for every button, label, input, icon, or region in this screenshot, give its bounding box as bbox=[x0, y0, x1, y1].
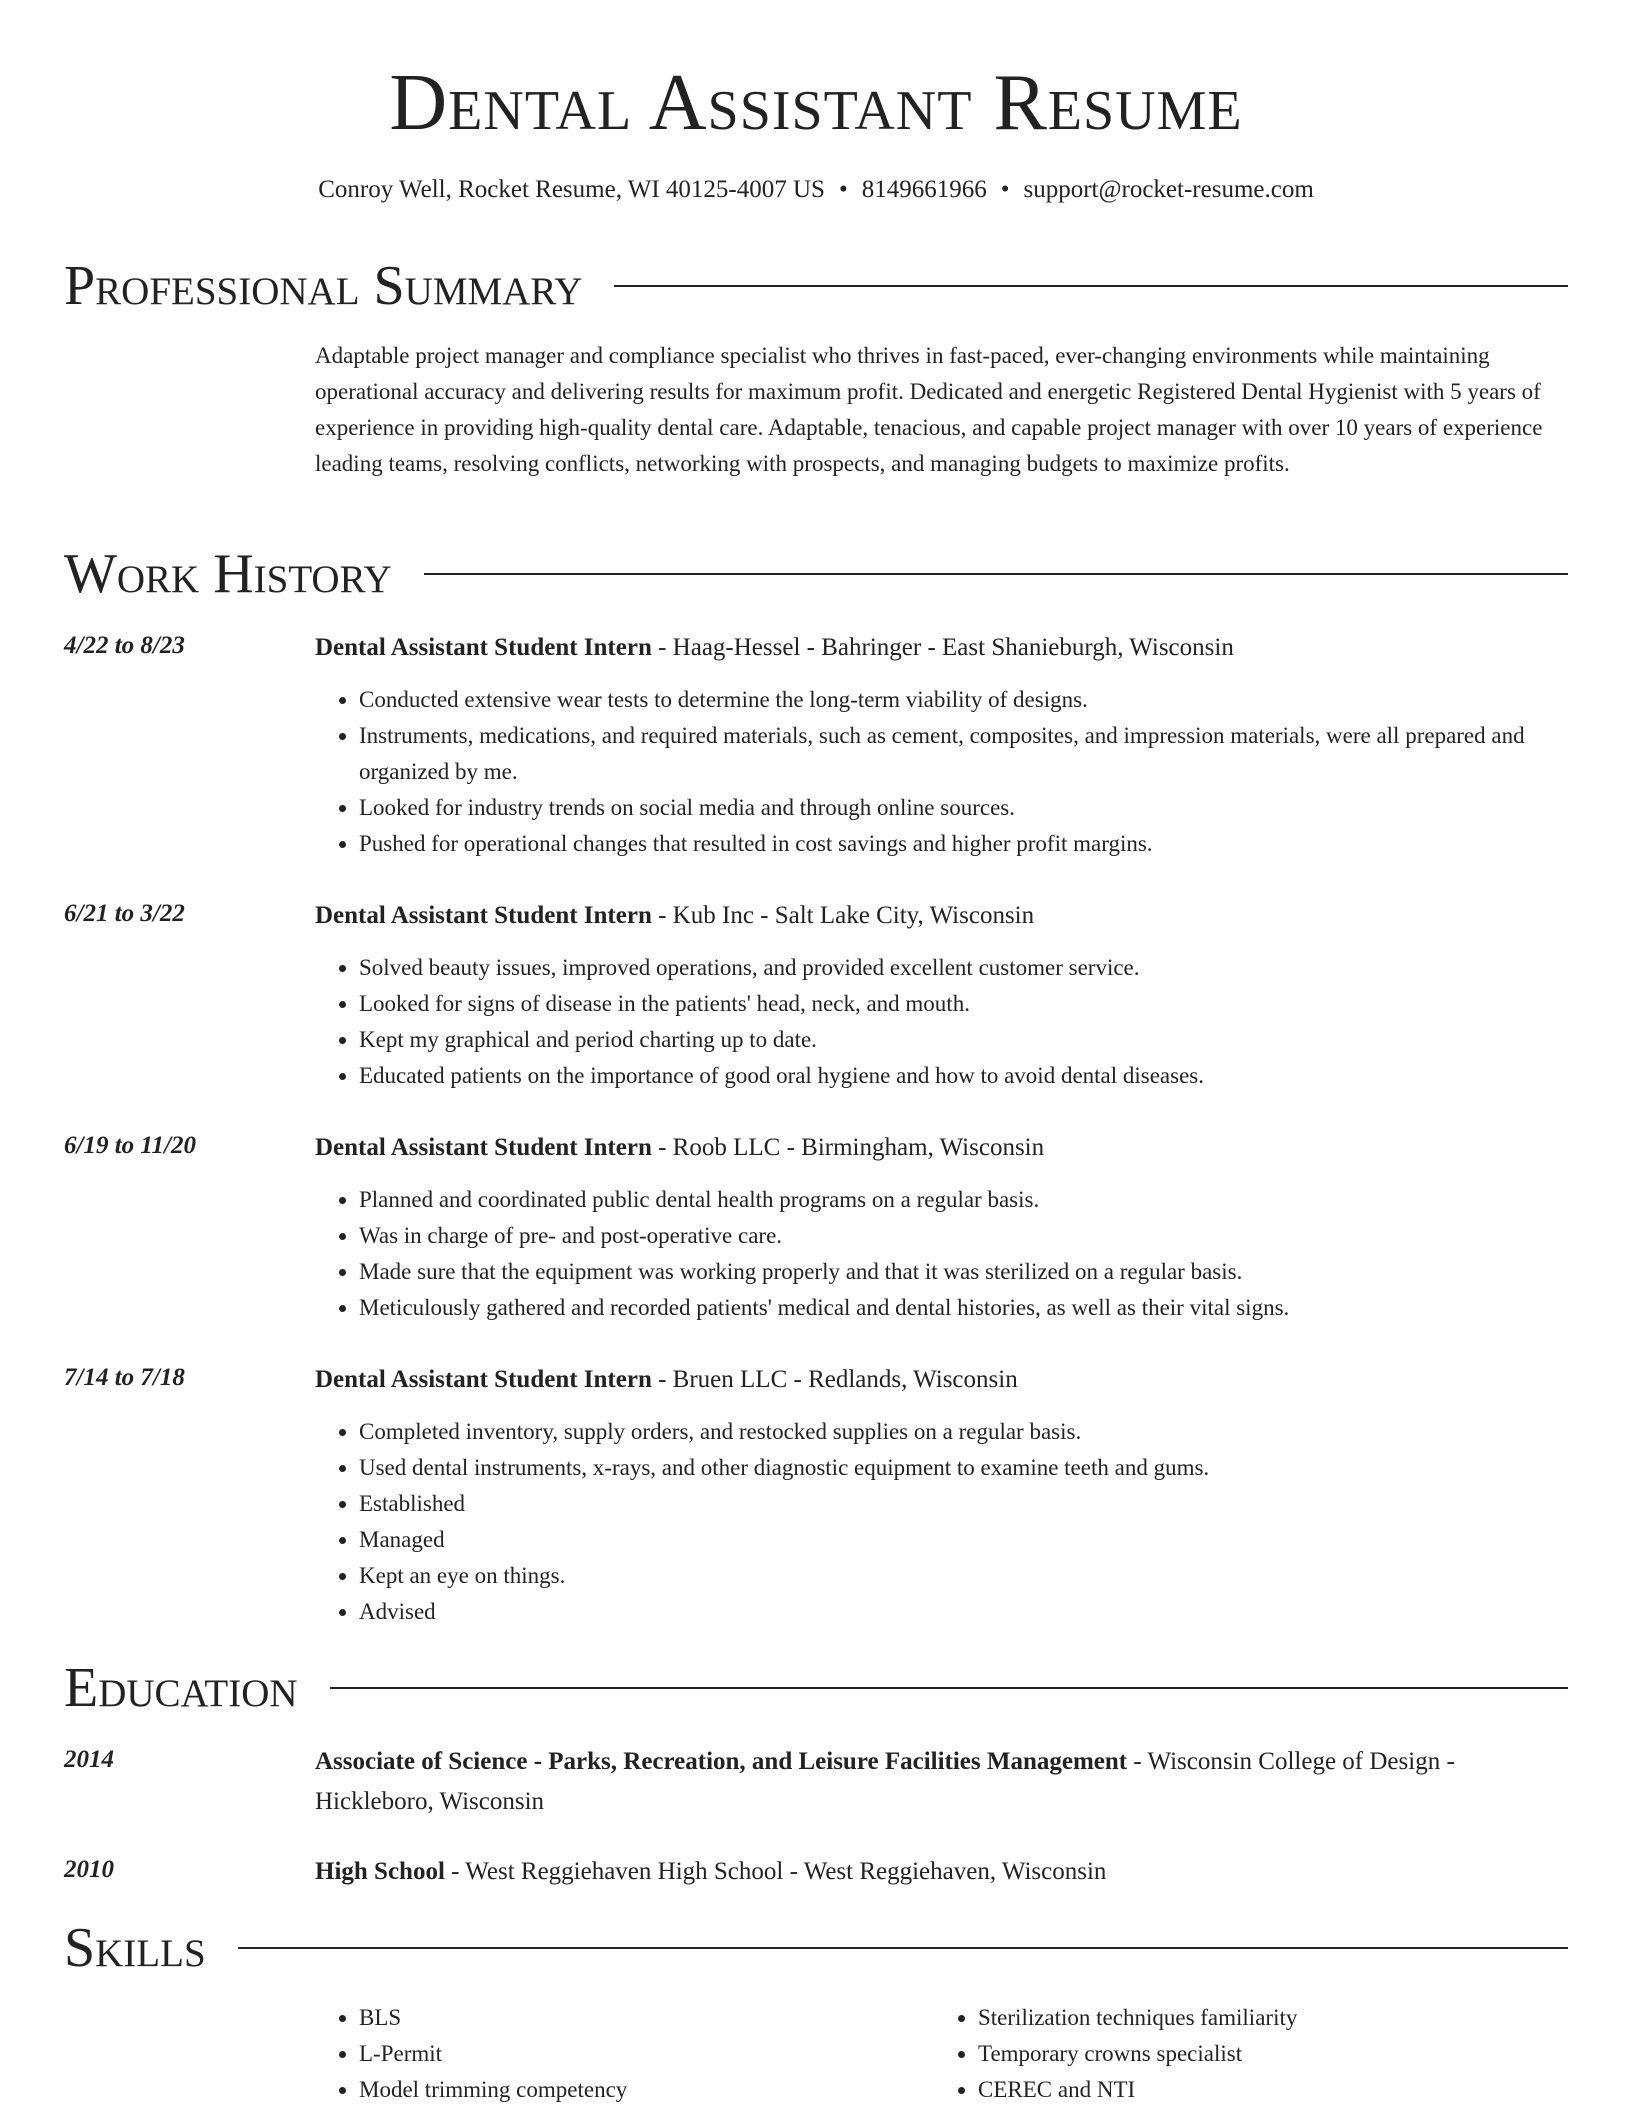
list-item: • Managed bbox=[359, 1522, 1568, 1558]
education-heading-line bbox=[315, 1742, 1568, 1822]
skills-heading: Skills bbox=[64, 1917, 206, 1979]
job-title: Dental Assistant Student Intern bbox=[315, 1366, 652, 1393]
education-section-header bbox=[64, 1658, 1568, 1718]
job-entry bbox=[64, 628, 1568, 862]
job-heading bbox=[315, 628, 1568, 668]
job-details: - Roob LLC - Birmingham, Wisconsin bbox=[651, 1134, 1045, 1161]
skills-column-left bbox=[315, 2000, 934, 2108]
job-details: - Kub Inc - Salt Lake City, Wisconsin bbox=[651, 902, 1035, 929]
skills-section-header bbox=[64, 1918, 1568, 1978]
section-divider bbox=[330, 1687, 1568, 1689]
list-item: • Used dental instruments, x-rays, and other diagnostic equipment to examine teeth and gums. bbox=[359, 1450, 1568, 1486]
education-details: - Wisconsin College of Design - Hickleboro, Wisconsin bbox=[315, 1748, 1455, 1815]
skill-item: • BLS bbox=[359, 2000, 934, 2036]
job-dates: 6/21 to 3/22 bbox=[64, 900, 185, 927]
job-heading bbox=[315, 1128, 1568, 1168]
work-section-header bbox=[64, 544, 1568, 604]
job-dates: 4/22 to 8/23 bbox=[64, 632, 185, 659]
job-details: - Bruen LLC - Redlands, Wisconsin bbox=[651, 1366, 1018, 1393]
contact-email: support@rocket-resume.com bbox=[1023, 176, 1314, 203]
list-item: • Established bbox=[359, 1486, 1568, 1522]
job-bullets bbox=[315, 682, 1568, 862]
skill-item: • L-Permit bbox=[359, 2036, 934, 2072]
contact-separator: • bbox=[1000, 176, 1010, 203]
job-bullets bbox=[315, 950, 1568, 1094]
list-item: • Educated patients on the importance of good oral hygiene and how to avoid dental diseases. bbox=[359, 1058, 1568, 1094]
education-entry bbox=[64, 1852, 1568, 1892]
education-year: 2014 bbox=[64, 1746, 114, 1773]
list-item: • Meticulously gathered and recorded patients' medical and dental histories, as well as their vital signs. bbox=[359, 1290, 1568, 1326]
job-title: Dental Assistant Student Intern bbox=[315, 634, 652, 661]
section-divider bbox=[424, 573, 1568, 575]
education-entry bbox=[64, 1742, 1568, 1822]
summary-heading: Professional Summary bbox=[64, 255, 583, 317]
job-entry bbox=[64, 1360, 1568, 1630]
job-details: - Haag-Hessel - Bahringer - East Shanieburgh, Wisconsin bbox=[651, 634, 1234, 661]
skill-item: • Temporary crowns specialist bbox=[978, 2036, 1553, 2072]
education-year: 2010 bbox=[64, 1856, 114, 1883]
list-item: • Kept an eye on things. bbox=[359, 1558, 1568, 1594]
summary-section-header bbox=[64, 256, 1568, 316]
job-title: Dental Assistant Student Intern bbox=[315, 902, 652, 929]
list-item: • Kept my graphical and period charting up to date. bbox=[359, 1022, 1568, 1058]
list-item: • Advised bbox=[359, 1594, 1568, 1630]
education-heading: Education bbox=[64, 1657, 298, 1719]
work-heading: Work History bbox=[64, 543, 392, 605]
education-details: - West Reggiehaven High School - West Reggiehaven, Wisconsin bbox=[444, 1858, 1107, 1885]
job-entry bbox=[64, 896, 1568, 1094]
list-item: • Pushed for operational changes that resulted in cost savings and higher profit margins. bbox=[359, 826, 1568, 862]
job-heading bbox=[315, 896, 1568, 936]
education-degree: Associate of Science - Parks, Recreation, and Leisure Facilities Management bbox=[315, 1748, 1128, 1775]
list-item: • Was in charge of pre- and post-operative care. bbox=[359, 1218, 1568, 1254]
job-heading bbox=[315, 1360, 1568, 1400]
resume-title: Dental Assistant Resume bbox=[389, 59, 1243, 147]
skill-item: • Model trimming competency bbox=[359, 2072, 934, 2108]
job-bullets bbox=[315, 1414, 1568, 1630]
contact-line bbox=[0, 172, 1632, 208]
job-title: Dental Assistant Student Intern bbox=[315, 1134, 652, 1161]
contact-separator: • bbox=[838, 176, 848, 203]
job-dates: 7/14 to 7/18 bbox=[64, 1364, 185, 1391]
education-heading-line bbox=[315, 1852, 1568, 1892]
list-item: • Looked for industry trends on social media and through online sources. bbox=[359, 790, 1568, 826]
skills-column-right bbox=[934, 2000, 1553, 2108]
list-item: • Solved beauty issues, improved operations, and provided excellent customer service. bbox=[359, 950, 1568, 986]
job-dates: 6/19 to 11/20 bbox=[64, 1132, 196, 1159]
list-item: • Looked for signs of disease in the patients' head, neck, and mouth. bbox=[359, 986, 1568, 1022]
job-bullets bbox=[315, 1182, 1568, 1326]
list-item: • Conducted extensive wear tests to determine the long-term viability of designs. bbox=[359, 682, 1568, 718]
section-divider bbox=[238, 1947, 1568, 1949]
skill-item: • CEREC and NTI bbox=[978, 2072, 1553, 2108]
section-divider bbox=[614, 285, 1568, 287]
job-entry bbox=[64, 1128, 1568, 1326]
list-item: • Completed inventory, supply orders, and restocked supplies on a regular basis. bbox=[359, 1414, 1568, 1450]
skill-item: • Sterilization techniques familiarity bbox=[978, 2000, 1553, 2036]
skills-list bbox=[315, 2000, 1565, 2108]
contact-address: Conroy Well, Rocket Resume, WI 40125-4007 US bbox=[318, 176, 825, 203]
summary-text: Adaptable project manager and compliance specialist who thrives in fast-paced, ever-changing environments while maintaining operational accuracy and delivering results for maximum profit. Dedicated and energetic Registered Dental Hygienist with 5 years of experience in providing high-quality dental care. Adaptable, tenacious, and capable project manager with over 10 years of experience leading teams, resolving conflicts, networking with prospects, and managing budgets to maximize profits. bbox=[315, 343, 1543, 476]
list-item: • Planned and coordinated public dental health programs on a regular basis. bbox=[359, 1182, 1568, 1218]
education-degree: High School bbox=[315, 1858, 445, 1885]
list-item: • Instruments, medications, and required materials, such as cement, composites, and impression materials, were all prepared and organized by me. bbox=[359, 718, 1568, 790]
contact-phone: 8149661966 bbox=[861, 176, 987, 203]
list-item: • Made sure that the equipment was working properly and that it was sterilized on a regular basis. bbox=[359, 1254, 1568, 1290]
